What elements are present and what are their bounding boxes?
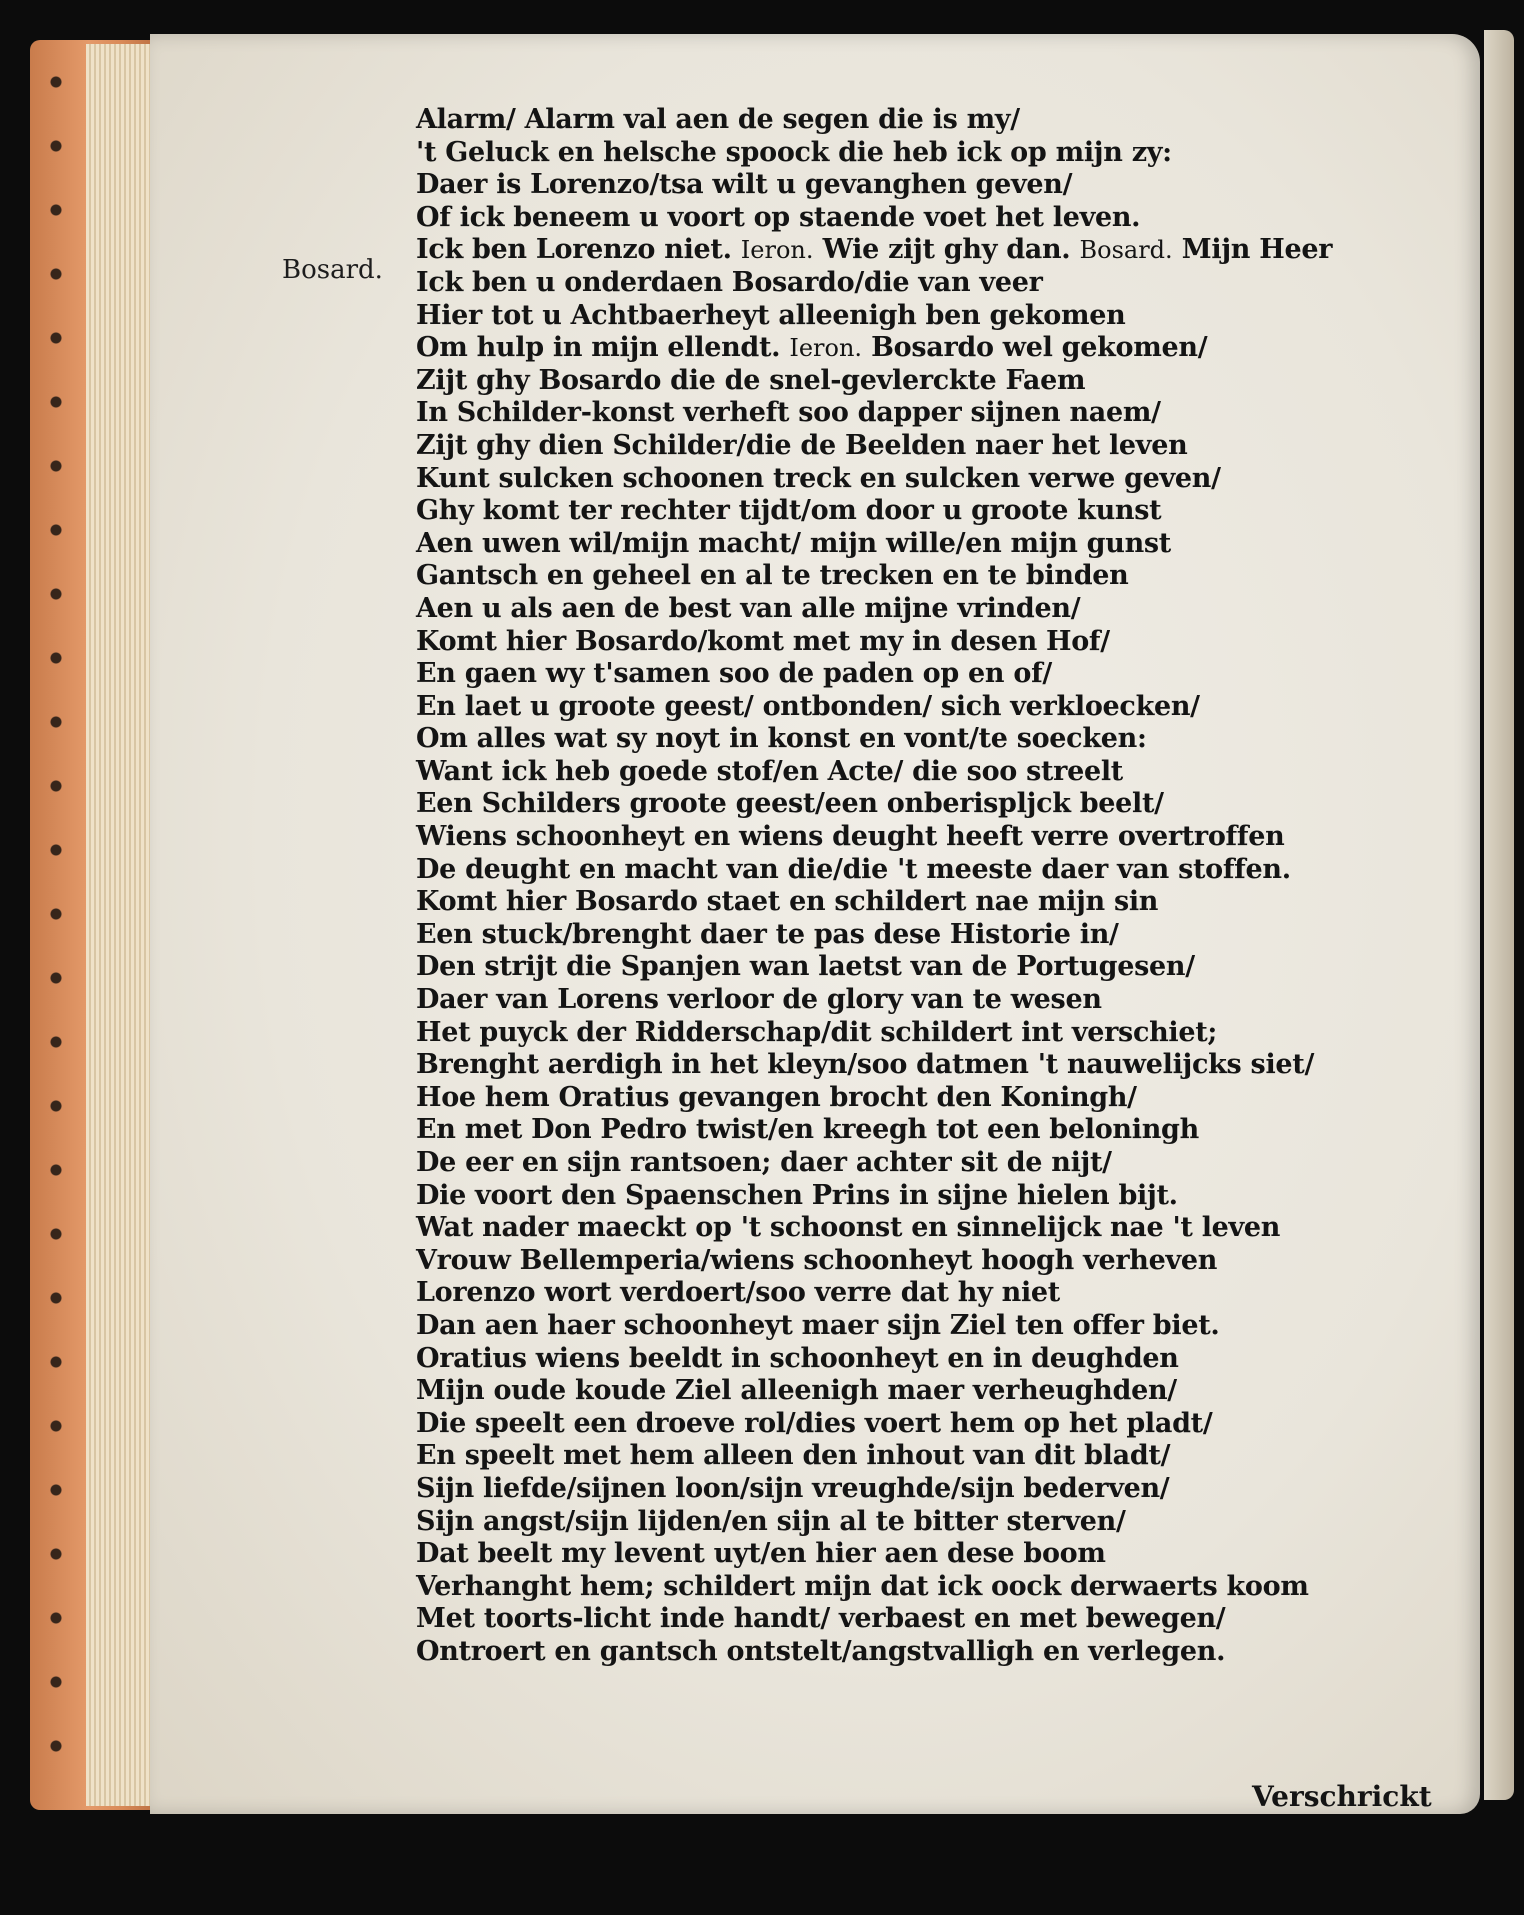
verse-line: Brenght aerdigh in het kleyn/soo datmen 't nauwelijcks siet/ [416, 1049, 1315, 1081]
verse-line: Ghy komt ter rechter tijdt/om door u groote kunst [416, 495, 1162, 527]
page-stack-edges [86, 44, 158, 1806]
verse-line: Oratius wiens beeldt in schoonheyt en in deughden [416, 1342, 1179, 1374]
verse-text-block [416, 104, 1416, 1669]
verse-line: Den strijt die Spanjen wan laetst van de Portugesen/ [416, 951, 1195, 983]
verse-line: Om hulp in mijn ellendt. Ieron. Bosardo wel gekomen/ [416, 332, 1208, 364]
verse-line: Sijn angst/sijn lijden/en sijn al te bitter sterven/ [416, 1505, 1126, 1537]
verse-line: Hoe hem Oratius gevangen brocht den Koningh/ [416, 1081, 1137, 1113]
verse-line: Alarm/ Alarm val aen de segen die is my/ [416, 104, 1020, 135]
speaker-name-inline: Ieron. [740, 236, 814, 265]
verse-line: Wiens schoonheyt en wiens deught heeft verre overtroffen [416, 821, 1285, 853]
verse-line: Aen uwen wil/mijn macht/ mijn wille/en mijn gunst [416, 527, 1171, 559]
verse-line: Gantsch en geheel en al te trecken en te binden [416, 560, 1129, 592]
verse-line: Komt hier Bosardo/komt met my in desen Hof/ [416, 625, 1110, 657]
verse-line: Zijt ghy Bosardo die de snel-gevlerckte Faem [416, 364, 1086, 396]
verse-line: Komt hier Bosardo staet en schildert nae mijn sin [416, 886, 1159, 918]
verse-line: En laet u groote geest/ ontbonden/ sich verkloecken/ [416, 690, 1200, 722]
verse-line: Of ick beneem u voort op staende voet het leven. [416, 201, 1141, 233]
verse-line: Dat beelt my levent uyt/en hier aen dese boom [416, 1538, 1106, 1570]
catchword: Verschrickt [1252, 1780, 1432, 1813]
next-page-edge [1484, 30, 1514, 1800]
verse-line: 't Geluck en helsche spoock die heb ick op mijn zy: [416, 136, 1172, 168]
verse-line: Met toorts-licht inde handt/ verbaest en met bewegen/ [416, 1603, 1226, 1635]
verse-line: Die voort den Spaenschen Prins in sijne hielen bijt. [416, 1179, 1178, 1211]
verse-line: Verhanght hem; schildert mijn dat ick oock derwaerts koom [416, 1570, 1309, 1602]
verse-line: Daer is Lorenzo/tsa wilt u gevanghen geven/ [416, 169, 1073, 201]
verse-line: En gaen wy t'samen soo de paden op en of/ [416, 658, 1052, 690]
verse-line: Ick ben Lorenzo niet. Ieron. Wie zijt ghy dan. Bosard. Mijn Heer [416, 234, 1333, 266]
verse-line: Aen u als aen de best van alle mijne vrinden/ [416, 592, 1081, 624]
marbled-edge-pattern [36, 50, 76, 1790]
verse-line: Die speelt een droeve rol/dies voert hem op het pladt/ [416, 1407, 1213, 1439]
speaker-name-inline: Ieron. [789, 334, 863, 363]
verse-line: En speelt met hem alleen den inhout van dit bladt/ [416, 1440, 1171, 1472]
verse-line: Een stuck/brenght daer te pas dese Historie in/ [416, 918, 1119, 950]
verse-line: Om alles wat sy noyt in konst en vont/te soecken: [416, 723, 1147, 755]
verse-line: Sijn liefde/sijnen loon/sijn vreughde/sijn bederven/ [416, 1472, 1170, 1504]
verse-line: Een Schilders groote geest/een onberispljck beelt/ [416, 788, 1164, 820]
verse-line: Zijt ghy dien Schilder/die de Beelden naer het leven [416, 429, 1188, 461]
verse-line: Want ick heb goede stof/en Acte/ die soo streelt [416, 755, 1123, 787]
verse-line: Ick ben u onderdaen Bosardo/die van veer [416, 266, 1043, 298]
verse-line: Wat nader maeckt op 't schoonst en sinnelijck nae 't leven [416, 1212, 1281, 1244]
verse-line: Mijn oude koude Ziel alleenigh maer verheughden/ [416, 1375, 1177, 1407]
verse-line: Dan aen haer schoonheyt maer sijn Ziel ten offer biet. [416, 1309, 1220, 1341]
verse-line: Vrouw Bellemperia/wiens schoonheyt hoogh verheven [416, 1244, 1218, 1276]
verse-line: Kunt sulcken schoonen treck en sulcken verwe geven/ [416, 462, 1221, 494]
verse-line: In Schilder-konst verheft soo dapper sijnen naem/ [416, 397, 1161, 429]
verse-line: De deught en macht van die/die 't meeste daer van stoffen. [416, 853, 1291, 885]
speaker-name-inline: Bosard. [1079, 236, 1173, 265]
speaker-margin-label: Bosard. [282, 255, 383, 285]
verse-line: Lorenzo wort verdoert/soo verre dat hy niet [416, 1277, 1060, 1309]
verse-line: En met Don Pedro twist/en kreegh tot een beloningh [416, 1114, 1199, 1146]
verse-line: Hier tot u Achtbaerheyt alleenigh ben gekomen [416, 299, 1126, 331]
verse-line: Het puyck der Ridderschap/dit schildert int verschiet; [416, 1016, 1218, 1048]
verse-line: Daer van Lorens verloor de glory van te wesen [416, 984, 1102, 1016]
verse-line: De eer en sijn rantsoen; daer achter sit de nijt/ [416, 1147, 1112, 1178]
verse-line: Ontroert en gantsch ontstelt/angstvalligh en verlegen. [416, 1635, 1226, 1667]
